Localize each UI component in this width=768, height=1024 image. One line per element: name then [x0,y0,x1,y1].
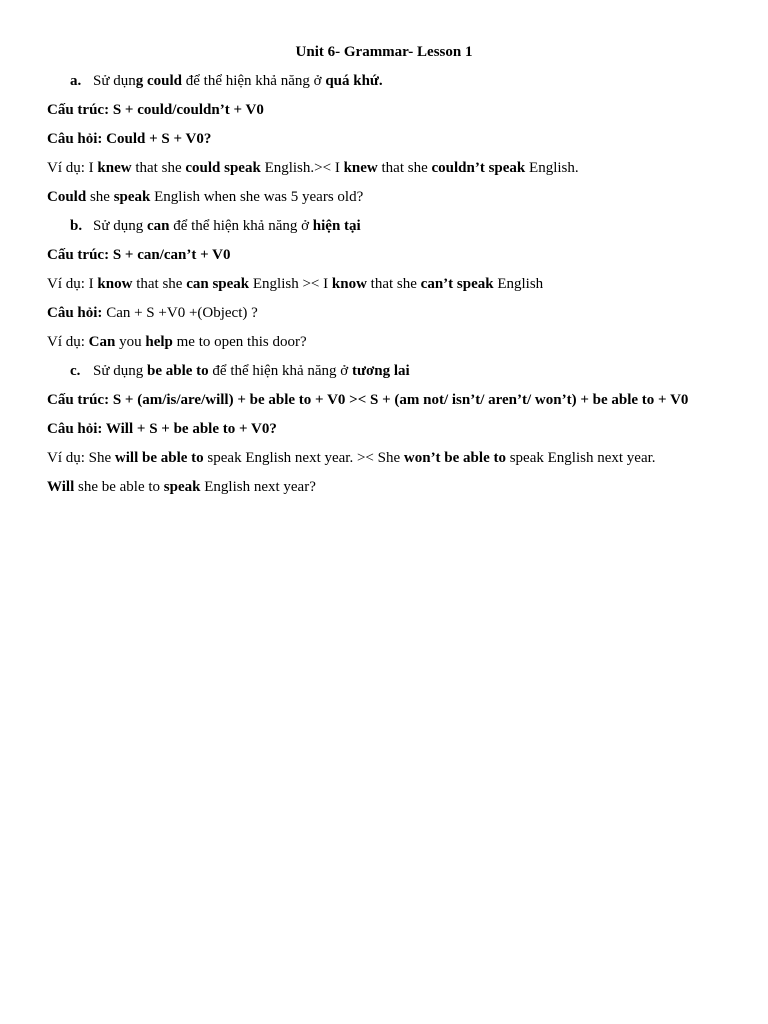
list-marker: c. [70,363,81,379]
text-run: để thể hiện khả năng ở [208,363,352,379]
section-b-structure [47,245,230,265]
text-run: Ví dụ: I [47,276,98,292]
bold-text-run: know [97,276,133,292]
bold-text-run: know [331,276,367,292]
section-a-example-question [47,187,363,207]
text-run: Ví dụ: [47,334,89,350]
bold-text-run: can’t speak [420,276,494,292]
bold-text-run: quá khứ. [325,73,383,89]
text-run: that she [366,276,421,292]
text-run: speak English next year. [505,450,656,466]
section-a-structure [47,100,264,120]
bold-text-run: can [146,218,170,234]
bold-text-run: Cấu trúc [47,102,105,118]
section-b-heading [70,216,361,236]
section-b-example [47,274,543,294]
section-b-example-question [47,332,307,352]
bold-text-run: Câu hỏi: Will + S + be able to + V0? [47,421,277,437]
text-run: để thể hiện khả năng ở [182,73,326,89]
section-c-heading [70,361,410,381]
text-run: Sử dụng [93,363,147,379]
section-c-example [47,448,656,468]
bold-text-run: knew [343,160,378,176]
bold-text-run: speak [163,479,201,495]
bold-text-run: won’t be able to [403,450,506,466]
bold-text-run: could speak [185,160,261,176]
text-run: you [115,334,146,350]
section-c-example-question [47,477,316,497]
bold-text-run: tương lai [351,363,410,379]
text-run: she be able to [74,479,164,495]
text-run: that she [131,160,186,176]
text-run: that she [132,276,187,292]
bold-text-run: Will [47,479,75,495]
text-run: Can + S +V0 +(Object) ? [102,305,258,321]
bold-text-run: Could [47,189,87,205]
text-run: để thể hiện khả năng ở [169,218,313,234]
bold-text-run: Câu hỏi: [47,305,103,321]
text-run: Sử dụn [93,73,136,89]
bold-text-run: couldn’t speak [431,160,526,176]
text-run: English >< I [249,276,332,292]
text-run: Ví dụ: I [47,160,98,176]
bold-text-run: speak [113,189,151,205]
bold-text-run: Cấu trúc: S + (am/is/are/will) + be able to + V0 >< S + (am not/ isn’t/ aren’t/ won’t) + be able to + V0 [47,392,689,408]
text-run: English. [525,160,579,176]
bold-text-run: Cấu trúc: S + can/can’t + V0 [47,247,231,263]
bold-text-run: hiện tại [312,218,361,234]
text-run: she [86,189,114,205]
list-marker: a. [70,73,82,89]
text-run: Sử dụng [93,218,147,234]
text-run: English when she was 5 years old? [150,189,364,205]
section-a-question [47,129,211,149]
bold-text-run: : S + could/couldn’t + V0 [104,102,264,118]
bold-text-run: be able to [146,363,209,379]
text-run: English.>< I [260,160,344,176]
section-b-question [47,303,258,323]
section-c-question [47,419,277,439]
section-a-example [47,158,579,178]
page-title: Unit 6- Grammar- Lesson 1 [295,44,473,60]
text-run: English next year? [200,479,316,495]
bold-text-run: g could [135,73,182,89]
bold-text-run: Câu hỏi: Could + S + V0? [47,131,212,147]
section-a-heading [70,71,383,91]
text-run: me to open this door? [172,334,307,350]
list-marker: b. [70,218,83,234]
text-run: Ví dụ: She [47,450,115,466]
section-c-structure [47,390,688,410]
text-run: speak English next year. >< She [203,450,404,466]
bold-text-run: will be able to [114,450,204,466]
text-run: that she [377,160,432,176]
bold-text-run: can speak [186,276,250,292]
text-run: English [493,276,544,292]
bold-text-run: help [145,334,173,350]
bold-text-run: Can [88,334,116,350]
bold-text-run: knew [97,160,132,176]
